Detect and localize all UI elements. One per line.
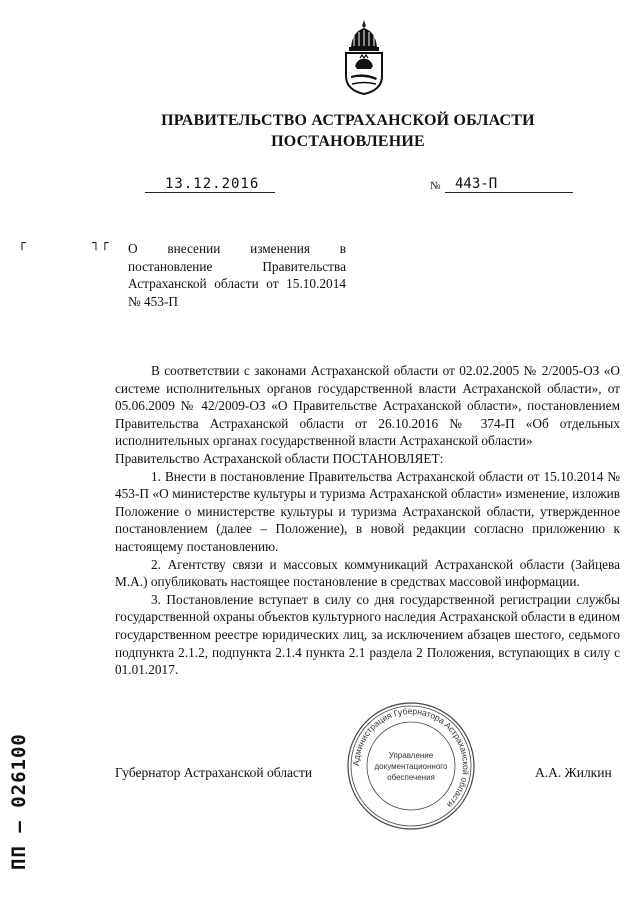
document-subject: О внесении изменения в постановление Правительства Астраханской области от 15.10.2014 № 453-П: [128, 241, 346, 309]
item-3-paragraph: 3. Постановление вступает в силу со дня государственной регистрации службы государственной охраны объектов культурного наследия Астраханской области в едином государственном реестре юридических лиц, за исключением абзацев шестого, седьмого подпункта 2.1.2, подпункта 2.1.4 пункта 2.1 раздела 2 Положения, вступающих в силу с 01.01.2017.: [115, 591, 620, 678]
document-type-title: ПОСТАНОВЛЕНИЕ: [271, 133, 425, 150]
document-date: 13.12.2016: [165, 176, 260, 192]
stamp-ring-text: Администрация Губернатора Астраханской области: [350, 705, 472, 810]
corner-mark-left: ┌: [18, 236, 26, 251]
number-sign: №: [430, 180, 441, 192]
stamp-center-line-3: обеспечения: [387, 773, 435, 782]
document-body: [115, 362, 620, 679]
preamble-paragraph: В соответствии с законами Астраханской области от 02.02.2005 № 2/2005-ОЗ «О системе исполнительных органов государственной власти Астраханской области», от 05.06.2009 № 42/2009-ОЗ «О Правительстве Астраханской области», постановлением Правительства Астраханской области от 26.10.2016 № 374-П «Об отдельных исполнительных органах государственной власти Астраханской области»: [115, 363, 620, 449]
stamp-center-line-2: документационного: [374, 762, 448, 771]
stamp-center-line-1: Управление: [388, 751, 434, 760]
coat-of-arms-emblem: [338, 18, 390, 96]
serial-number: ПП – 026100: [8, 733, 30, 870]
official-stamp: [345, 700, 477, 832]
date-underline: [145, 192, 275, 193]
signatory-name: А.А. Жилкин: [535, 765, 612, 780]
item-1-paragraph: 1. Внести в постановление Правительства Астраханской области от 15.10.2014 № 453-П «О министерстве культуры и туризма Астраханской области» изменение, изложив Положение о министерстве культуры и туризма Астраханской области, утвержденное постановлением (далее – Положение), в новой редакции согласно приложению к настоящему постановлению.: [115, 468, 620, 554]
signatory-title: Губернатор Астраханской области: [115, 765, 313, 780]
number-underline: [445, 192, 573, 193]
document-number: 443-П: [455, 176, 498, 192]
organization-title: ПРАВИТЕЛЬСТВО АСТРАХАНСКОЙ ОБЛАСТИ: [161, 112, 535, 129]
corner-mark-subject: ┐┌: [92, 236, 110, 251]
item-2-paragraph: 2. Агентству связи и массовых коммуникаций Астраханской области (Зайцева М.А.) опубликовать настоящее постановление в средствах массовой информации.: [115, 556, 620, 590]
resolves-line: Правительство Астраханской области ПОСТАНОВЛЯЕТ:: [115, 450, 444, 466]
